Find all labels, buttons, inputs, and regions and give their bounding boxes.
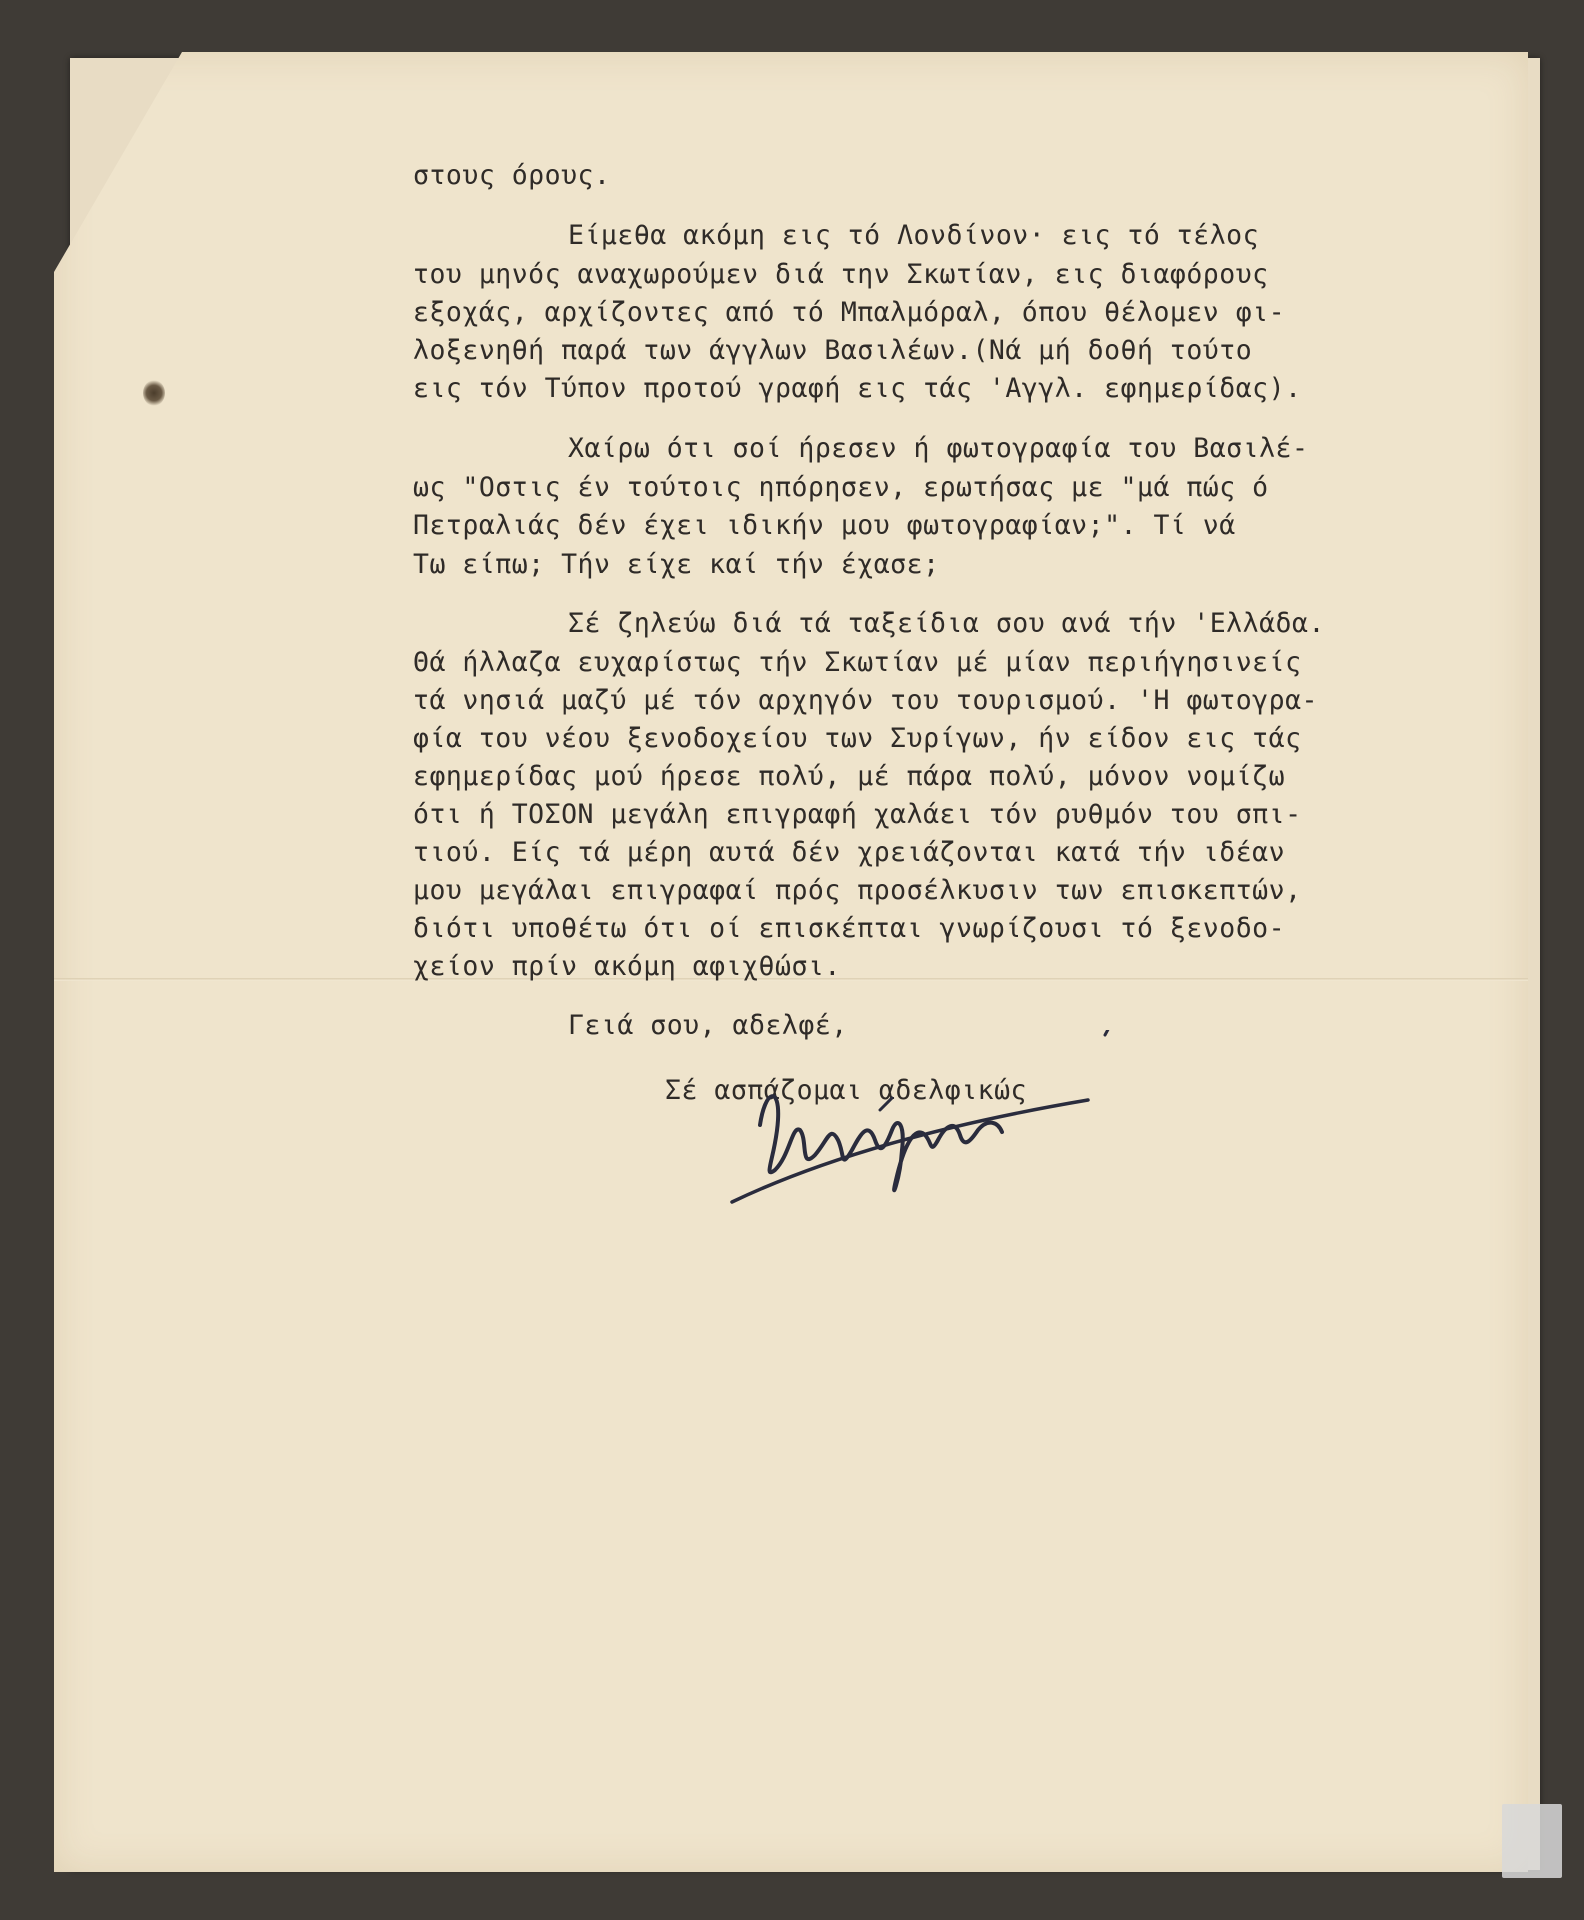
archive-watermark-logo: [1502, 1804, 1562, 1878]
letter-line: φία του νέου ξενοδοχείου των Συρίγων, ήν είδον εις τάς: [413, 723, 1302, 754]
letter-line: ότι ή ΤΟΣΟΝ μεγάλη επιγραφή χαλάει τόν ρυθμόν του σπι-: [413, 799, 1302, 830]
letter-line: Χαίρω ότι σοί ήρεσεν ή φωτογραφία του Βασιλέ-: [568, 433, 1309, 464]
letter-line: εξοχάς, αρχίζοντες από τό Μπαλμόραλ, όπου θέλομεν φι-: [413, 297, 1286, 328]
letter-line: χείον πρίν ακόμη αφιχθώσι.: [413, 951, 841, 982]
letter-signoff: Σέ ασπάζομαι αδελφικώς: [665, 1075, 1027, 1106]
letter-line: ως "Οστις έν τούτοις ηπόρησεν, ερωτήσας με "μά πώς ό: [413, 472, 1269, 503]
letter-line: Σέ ζηλεύω διά τά ταξείδια σου ανά τήν 'Ελλάδα.: [568, 608, 1325, 639]
letter-line: διότι υποθέτω ότι οί επισκέπται γνωρίζουσι τό ξενοδο-: [413, 913, 1286, 944]
letter-line: τά νησιά μαζύ μέ τόν αρχηγόν του τουρισμού. 'Η φωτογρα-: [413, 685, 1318, 716]
letter-line: εις τόν Τύπον προτού γραφή εις τάς 'Αγγλ. εφημερίδας).: [413, 373, 1302, 404]
letter-line: Πετραλιάς δέν έχει ιδικήν μου φωτογραφίαν;". Τί νά: [413, 510, 1236, 541]
letter-line: εφημερίδας μού ήρεσε πολύ, μέ πάρα πολύ, μόνον νομίζω: [413, 761, 1286, 792]
letter-line: Τω είπω; Τήν είχε καί τήν έχασε;: [413, 549, 940, 580]
letter-body: [0, 0, 1325, 1106]
letter-line: τιού. Είς τά μέρη αυτά δέν χρειάζονται κατά τήν ιδέαν: [413, 837, 1286, 868]
letter-line: στους όρους.: [413, 160, 611, 191]
letter-line: Θά ήλλαζα ευχαρίστως τήν Σκωτίαν μέ μίαν περιήγησινείς: [413, 647, 1302, 678]
letter-line: μου μεγάλαι επιγραφαί πρός προσέλκυσιν των επισκεπτών,: [413, 875, 1302, 906]
ink-stain: [143, 380, 165, 406]
handwritten-signature: [720, 1030, 1120, 1210]
letter-line: του μηνός αναχωρούμεν διά την Σκωτίαν, εις διαφόρους: [413, 259, 1269, 290]
letter-line: λοξενηθή παρά των άγγλων Βασιλέων.(Νά μή δοθή τούτο: [413, 335, 1253, 366]
letter-line: Είμεθα ακόμη εις τό Λονδίνον· εις τό τέλος: [568, 220, 1260, 251]
letter-closing: Γειά σου, αδελφέ,: [568, 1010, 848, 1041]
